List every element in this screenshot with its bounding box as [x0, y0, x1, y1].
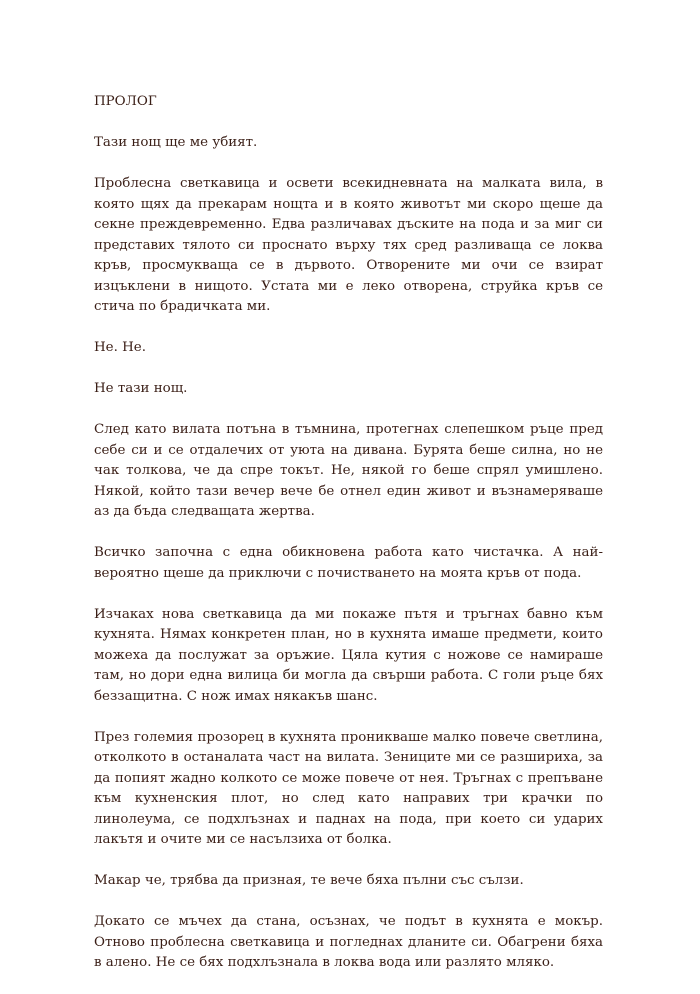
paragraph: Макар че, трябва да призная, те вече бяха пълни със сълзи. [94, 873, 524, 888]
paragraph: Всичко започна с една обикновена работа като чистачка. А най-вероятно щеше да приключи с почистването на моята кръв от пода. [94, 545, 603, 581]
paragraph: Тази нощ ще ме убият. [94, 135, 258, 150]
chapter-title: ПРОЛОГ [94, 94, 157, 109]
paragraph: Проблесна светкавица и освети всекидневната на малката вила, в която щях да прекарам нощта и в която животът ми скоро щеше да секне преждевременно. Едва различавах дъските на пода и за миг си представих тялото си проснато върху тях сред разливаща се локва кръв, просмукваща се в дървото. Отворените ми очи се взират изцъклени в нищото. Устата ми е леко отворена, струйка кръв се стича по брадичката ми. [94, 176, 603, 314]
paragraph: Докато се мъчех да стана, осъзнах, че подът в кухнята е мокър. Отново проблесна светкавица и погледнах дланите си. Обагрени бяха в алено. Не се бях подхлъзнала в локва вода или разлято мляко. [94, 914, 603, 970]
paragraph: Не тази нощ. [94, 381, 188, 396]
document-body [94, 92, 603, 994]
paragraph: Изчаках нова светкавица да ми покаже пътя и тръгнах бавно към кухнята. Нямах конкретен план, но в кухнята имаше предмети, които можеха да послужат за оръжие. Цяла кутия с ножове се намираше там, но дори една вилица би могла да свърши работа. С голи ръце бях беззащитна. С нож имах някакъв шанс. [94, 606, 603, 704]
paragraph: Не. Не. [94, 340, 146, 355]
paragraph: След като вилата потъна в тъмнина, протегнах слепешком ръце пред себе си и се отдалечих от уюта на дивана. Бурята беше силна, но не чак толкова, че да спре токът. Не, някой го беше спрял умишлено. Някой, който тази вечер вече бе отнел един живот и възнамеряваше аз да бъда следващата жертва. [94, 422, 603, 519]
paragraph: През големия прозорец в кухнята проникваше малко повече светлина, отколкото в останалата част на вилата. Зениците ми се разшириха, за да попият жадно колкото се може повече от нея. Тръгнах с препъване към кухненския плот, но след като направих три крачки по линолеума, се подхлъзнах и паднах на пода, при което си ударих лакътя и очите ми се насълзиха от болка. [94, 729, 603, 847]
